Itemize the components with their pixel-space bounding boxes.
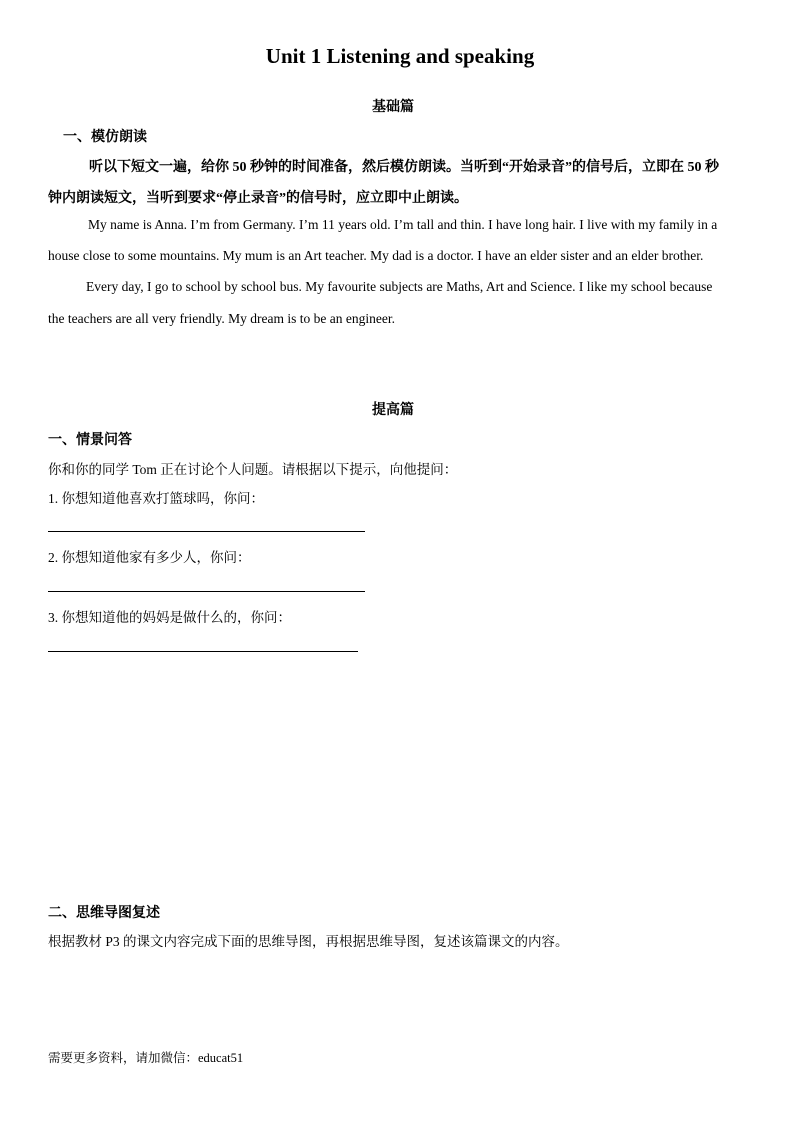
section-mind-map-title: 二、思维导图复述 (48, 906, 160, 921)
instruction-line-1: 听以下短文一遍，给你 50 秒钟的时间准备，然后模仿朗读。当听到“开始录音”的信号后，立即在 50 秒 (89, 160, 719, 175)
basic-heading: 基础篇 (372, 100, 414, 115)
section-situational-qa-title: 一、情景问答 (48, 433, 132, 448)
situational-qa-intro: 你和你的同学 Tom 正在讨论个人问题。请根据以下提示，向他提问： (48, 462, 458, 477)
page-title: Unit 1 Listening and speaking (265, 44, 535, 68)
instruction-line-2: 钟内朗读短文，当听到要求“停止录音”的信号时，应立即中止朗读。 (48, 191, 468, 206)
answer-line-3[interactable] (48, 651, 358, 652)
passage-line-2: house close to some mountains. My mum is an Art teacher. My dad is a doctor. I have an elder sister and an elder brother. (48, 248, 704, 263)
section-imitate-reading-title: 一、模仿朗读 (63, 130, 147, 145)
advanced-heading: 提高篇 (372, 403, 414, 418)
question-3: 3. 你想知道他的妈妈是做什么的，你问： (48, 610, 291, 625)
answer-line-1[interactable] (48, 531, 365, 532)
question-1: 1. 你想知道他喜欢打篮球吗，你问： (48, 491, 264, 506)
passage-line-1: My name is Anna. I’m from Germany. I’m 11 years old. I’m tall and thin. I have long hair. I live with my family in a (88, 217, 718, 232)
answer-line-2[interactable] (48, 591, 365, 592)
footer-note: 需要更多资料，请加微信：educat51 (48, 1051, 244, 1065)
question-2: 2. 你想知道他家有多少人，你问： (48, 550, 251, 565)
passage-line-3: Every day, I go to school by school bus. My favourite subjects are Maths, Art and Science. I like my school because (86, 279, 713, 294)
mind-map-intro: 根据教材 P3 的课文内容完成下面的思维导图，再根据思维导图，复述该篇课文的内容。 (48, 934, 569, 949)
passage-line-4: the teachers are all very friendly. My dream is to be an engineer. (48, 311, 395, 326)
